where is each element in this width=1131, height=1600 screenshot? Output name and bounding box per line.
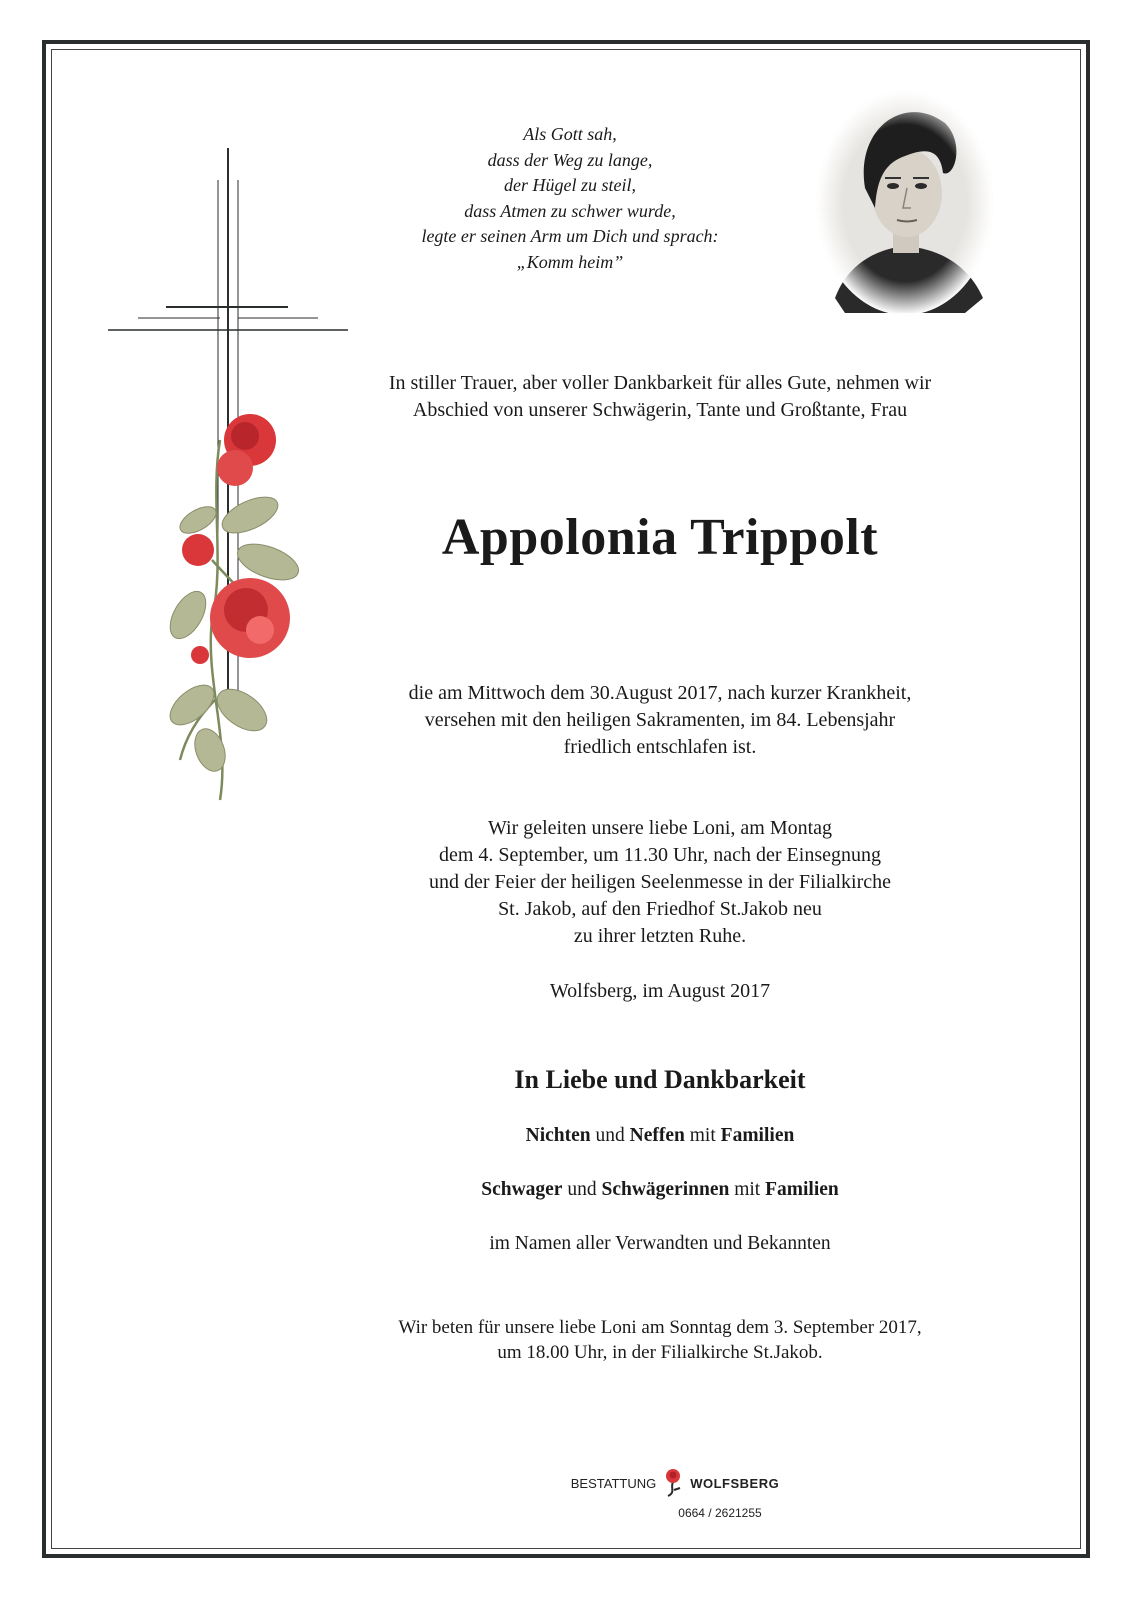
funeral-line: dem 4. September, um 11.30 Uhr, nach der Einsegnung bbox=[438, 844, 881, 866]
death-notice-line: die am Mittwoch dem 30.August 2017, nach kurzer Krankheit, bbox=[408, 682, 912, 704]
intro-line: In stiller Trauer, aber voller Dankbarkeit für alles Gute, nehmen wir bbox=[388, 372, 932, 394]
prayer-notice bbox=[290, 1315, 1030, 1365]
logo-text-wolfsberg: WOLFSBERG bbox=[690, 1475, 780, 1491]
funeral-line: Wir geleiten unsere liebe Loni, am Montag bbox=[487, 817, 833, 839]
poem-line: der Hügel zu steil, bbox=[504, 175, 636, 195]
poem bbox=[340, 122, 800, 275]
funeral-line: und der Feier der heiligen Seelenmesse in der Filialkirche bbox=[428, 871, 892, 893]
logo-text-bestattung: BESTATTUNG bbox=[570, 1475, 657, 1491]
intro-line: Abschied von unserer Schwägerin, Tante und Großtante, Frau bbox=[412, 399, 908, 421]
poem-line: dass Atmen zu schwer wurde, bbox=[464, 200, 676, 221]
deceased-name: Appolonia Trippolt bbox=[441, 509, 879, 566]
family-list bbox=[290, 1122, 1030, 1284]
family-line-in-laws: Schwager und Schwägerinnen mit Familien bbox=[481, 1179, 839, 1200]
death-notice-line: versehen mit den heiligen Sakramenten, im 84. Lebensjahr bbox=[424, 709, 896, 731]
intro-text bbox=[290, 370, 1030, 424]
poem-line: „Komm heim” bbox=[516, 251, 624, 272]
prayer-line: Wir beten für unsere liebe Loni am Sonntag dem 3. September 2017, bbox=[398, 1317, 922, 1338]
poem-line: Als Gott sah, bbox=[523, 124, 617, 144]
funeral-home-logo bbox=[555, 1468, 795, 1528]
family-line-relatives: im Namen aller Verwandten und Bekannten bbox=[489, 1233, 831, 1254]
death-notice-line: friedlich entschlafen ist. bbox=[563, 736, 757, 758]
funeral-line: zu ihrer letzten Ruhe. bbox=[573, 925, 747, 947]
prayer-line: um 18.00 Uhr, in der Filialkirche St.Jakob. bbox=[497, 1342, 823, 1363]
poem-line: legte er seinen Arm um Dich und sprach: bbox=[421, 226, 719, 246]
poem-line: dass der Weg zu lange, bbox=[487, 149, 653, 170]
death-notice bbox=[290, 680, 1030, 761]
love-heading: In Liebe und Dankbarkeit bbox=[514, 1065, 806, 1094]
place-date: Wolfsberg, im August 2017 bbox=[549, 980, 771, 1002]
funeral-details bbox=[290, 815, 1030, 950]
rose-icon bbox=[662, 1468, 684, 1498]
family-line-nieces: Nichten und Neffen mit Familien bbox=[525, 1125, 795, 1146]
portrait-photo bbox=[815, 88, 995, 318]
funeral-line: St. Jakob, auf den Friedhof St.Jakob neu bbox=[498, 898, 822, 920]
phone-number: 0664 / 2621255 bbox=[678, 1506, 762, 1520]
